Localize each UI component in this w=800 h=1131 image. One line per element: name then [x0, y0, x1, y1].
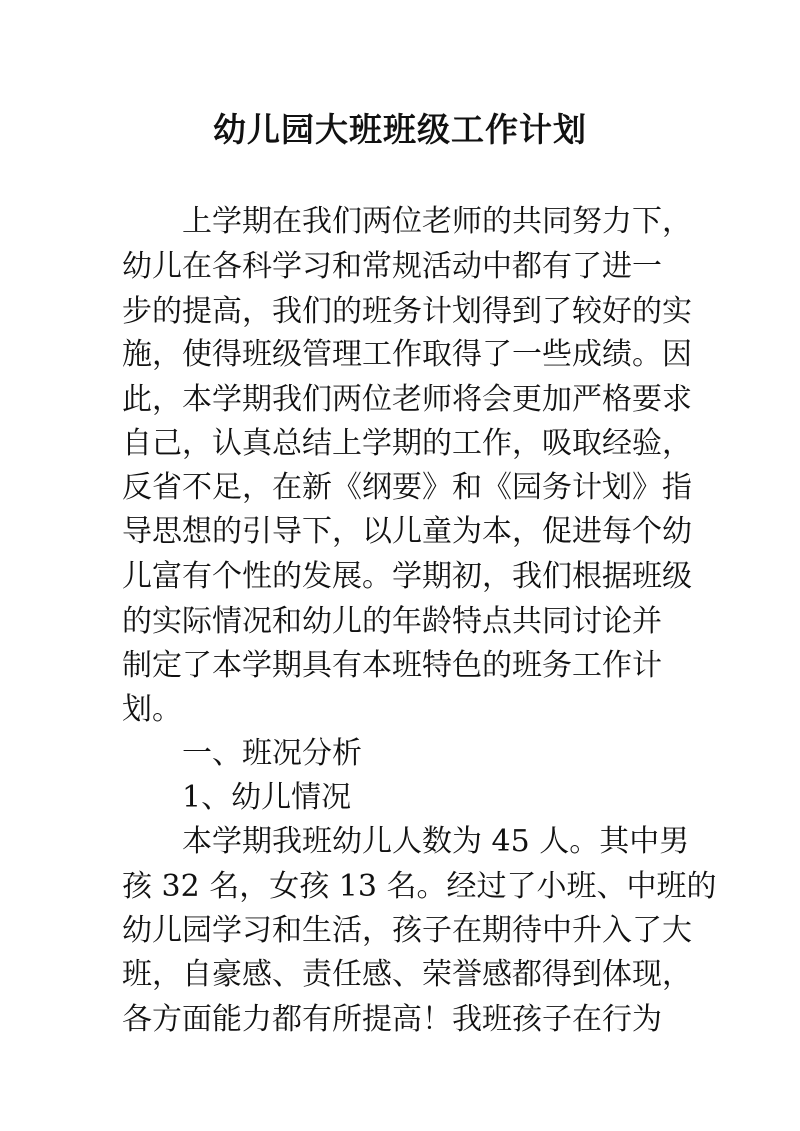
paragraph-line: 反省不足，在新《纲要》和《园务计划》指: [122, 470, 692, 505]
paragraph-line: 班，自豪感、责任感、荣誉感都得到体现，: [122, 957, 692, 992]
paragraph-line: 自己，认真总结上学期的工作，吸取经验，: [122, 426, 692, 461]
subsection-heading: 1、幼儿情况: [182, 780, 352, 815]
section-heading: 一、班况分析: [182, 736, 362, 771]
paragraph-line: 儿富有个性的发展。学期初，我们根据班级: [122, 559, 692, 594]
paragraph-line: 幼儿园学习和生活，孩子在期待中升入了大: [122, 913, 692, 948]
paragraph-line: 划。: [122, 692, 182, 727]
paragraph-line: 导思想的引导下，以儿童为本，促进每个幼: [122, 514, 692, 549]
paragraph-line: 的实际情况和幼儿的年龄特点共同讨论并: [122, 604, 662, 639]
paragraph-line: 此，本学期我们两位老师将会更加严格要求: [122, 382, 692, 417]
paragraph-line: 各方面能力都有所提高！我班孩子在行为: [122, 1002, 662, 1037]
paragraph-line: 施，使得班级管理工作取得了一些成绩。因: [122, 337, 692, 372]
paragraph-line: 幼儿在各科学习和常规活动中都有了进一: [122, 249, 662, 284]
paragraph-line: 制定了本学期具有本班特色的班务工作计: [122, 648, 662, 683]
document-title: 幼儿园大班班级工作计划: [213, 110, 587, 149]
paragraph-line: 本学期我班幼儿人数为 45 人。其中男: [182, 824, 690, 859]
paragraph-line: 孩 32 名，女孩 13 名。经过了小班、中班的: [122, 869, 717, 904]
paragraph-line: 步的提高，我们的班务计划得到了较好的实: [122, 294, 692, 329]
paragraph-line: 上学期在我们两位老师的共同努力下，: [182, 204, 692, 239]
